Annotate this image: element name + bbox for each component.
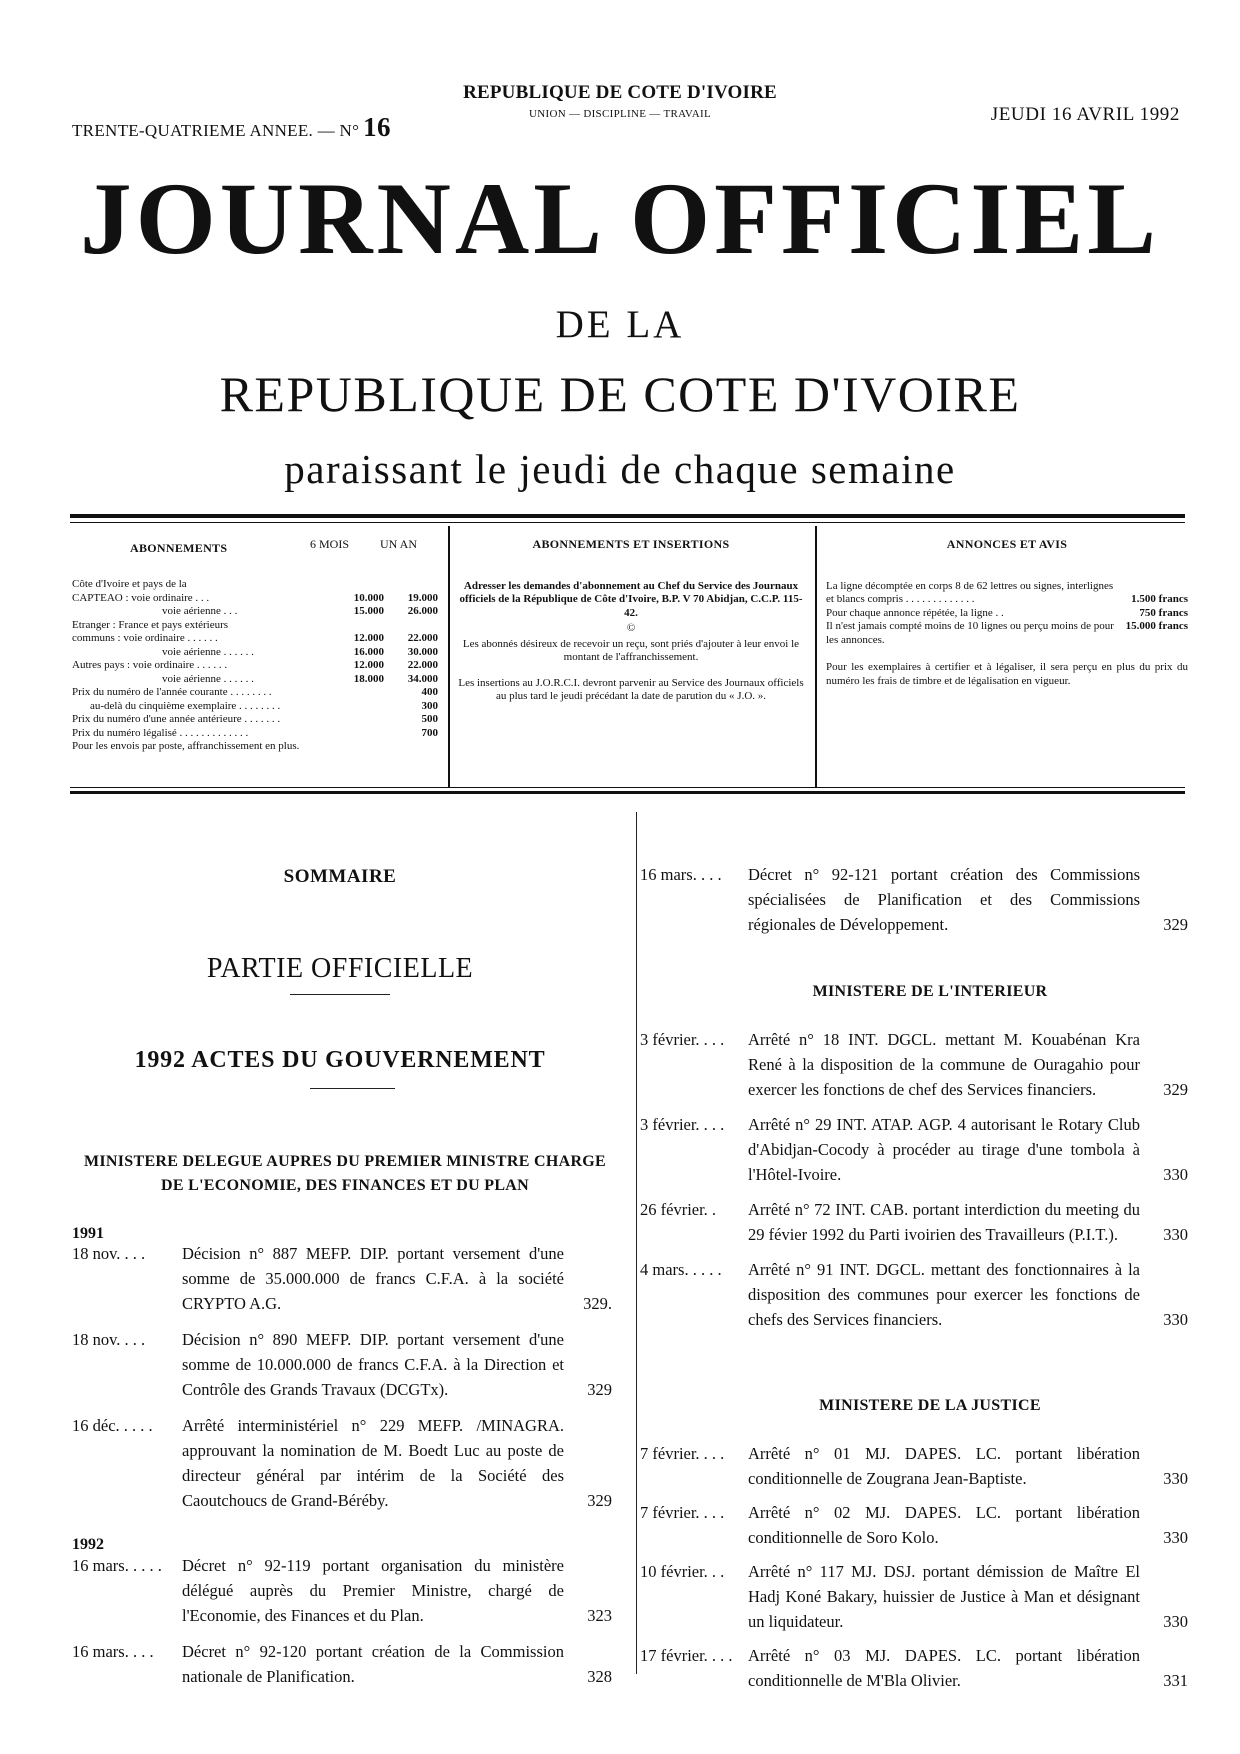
box-top-rule-thick — [70, 514, 1185, 518]
issue-number: 16 — [363, 112, 391, 142]
entry-text: Arrêté n° 117 MJ. DSJ. portant démission de Maître El Hadj Koné Bakary, huissier de Justice à Man et désignant un liquidateur. — [748, 1562, 1140, 1631]
box-bottom-rule-thick — [70, 791, 1185, 794]
header-republic: REPUBLIQUE DE COTE D'IVOIRE — [463, 82, 777, 103]
annonce-line-3: Il n'est jamais compté moins de 10 lignes ou perçu moins de pour les annonces. — [826, 620, 1114, 646]
entry-date: 18 nov. . . . — [72, 1330, 146, 1349]
sommaire-entry — [72, 1553, 612, 1628]
insertions-separator: © — [626, 622, 636, 634]
entry-date: 16 mars. . . . — [640, 865, 722, 884]
entry-text: Décret n° 92-121 portant création des Commissions spécialisées de Planification et des Commissions régionales de Développement. — [748, 865, 1140, 934]
entry-text: Arrêté n° 91 INT. DGCL. mettant des fonctionnaires à la disposition des communes pour exercer les fonctions de chefs des Services financiers. — [748, 1260, 1140, 1329]
insertions-address: Adresser les demandes d'abonnement au Chef du Service des Journaux officiels de la République de Côte d'Ivoire, B.P. V 70 Abidjan, C.C.P. 115-42. — [459, 579, 803, 619]
entry-date: 10 février. . . — [640, 1562, 725, 1581]
sommaire-entry — [640, 1112, 1188, 1187]
col-un-an: UN AN — [380, 537, 418, 551]
price-row — [72, 686, 438, 700]
sommaire-entry — [640, 1643, 1188, 1693]
subscription-label: CAPTEAO : voie ordinaire . . . — [72, 591, 210, 604]
subscription-un-an: 26.000 — [407, 605, 438, 617]
annonce-line-2: Pour chaque annonce répétée, la ligne . . — [826, 606, 1004, 619]
subscription-label: Autres pays : voie ordinaire . . . . . . — [72, 659, 228, 671]
sommaire-entry — [72, 1327, 612, 1402]
entry-page: 329 — [587, 1491, 612, 1510]
subscription-un-an — [384, 619, 438, 633]
subscription-6mois: 18.000 — [353, 672, 384, 685]
box-divider-right — [815, 526, 817, 788]
price-value: 300 — [421, 699, 438, 712]
ministry-economy-heading: MINISTERE DELEGUE AUPRES DU PREMIER MINISTRE CHARGE DE L'ECONOMIE, DES FINANCES ET DU PLAN — [83, 1153, 607, 1194]
ministry-justice-heading: MINISTERE DE LA JUSTICE — [819, 1397, 1041, 1414]
entry-page: 330 — [1163, 1165, 1188, 1184]
subscription-row — [72, 619, 438, 633]
entry-date: 26 février. . — [640, 1200, 717, 1219]
sommaire-entry — [640, 1197, 1188, 1247]
subscription-un-an: 30.000 — [407, 645, 438, 658]
entry-date: 17 février. . . . — [640, 1646, 733, 1665]
entry-page: 329 — [1163, 1080, 1188, 1099]
partie-officielle: PARTIE OFFICIELLE — [206, 953, 474, 984]
entry-date: 7 février. . . . — [640, 1444, 725, 1463]
price-value: 400 — [421, 686, 438, 698]
price-row — [72, 700, 438, 714]
entry-text: Arrêté n° 03 MJ. DAPES. LC. portant libération conditionnelle de M'Bla Olivier. — [748, 1646, 1140, 1690]
subscription-6mois: 12.000 — [353, 632, 384, 644]
subscription-row — [72, 632, 438, 646]
entry-page: 330 — [1163, 1528, 1188, 1547]
entry-page: 330 — [1163, 1310, 1188, 1329]
price-label: Prix du numéro d'une année antérieure . . . . . . . — [72, 713, 281, 725]
journal-title: JOURNAL OFFICIEL — [80, 162, 1160, 276]
sommaire-column-divider — [636, 812, 637, 1674]
box-divider-left — [448, 526, 450, 788]
subscription-6mois: 16.000 — [353, 645, 384, 658]
entry-text: Arrêté n° 29 INT. ATAP. AGP. 4 autorisant le Rotary Club d'Abidjan-Cocody à procéder au tirage d'une tombola à l'Hôtel-Ivoire. — [748, 1115, 1140, 1184]
header-motto: UNION — DISCIPLINE — TRAVAIL — [529, 108, 711, 120]
insertions-panel — [458, 538, 804, 704]
subscriptions-heading: ABONNEMENTS — [130, 541, 228, 555]
header-year-label — [72, 112, 391, 143]
year-1991: 1991 — [72, 1225, 104, 1242]
entry-date: 16 mars. . . . — [72, 1642, 154, 1661]
entry-date: 7 février. . . . — [640, 1503, 725, 1522]
price-label: Prix du numéro de l'année courante . . . . . . . . — [72, 686, 272, 698]
entry-date: 16 mars. . . . . — [72, 1556, 162, 1575]
col-6mois: 6 MOIS — [310, 537, 350, 551]
subscriptions-prices — [72, 686, 438, 740]
sommaire-entry — [640, 1441, 1188, 1491]
subscription-label: voie aérienne . . . . . . — [162, 672, 254, 685]
price-row — [72, 713, 438, 727]
price-row — [72, 727, 438, 741]
sommaire-entry — [72, 1241, 612, 1316]
masthead-de-la: DE LA — [555, 303, 685, 346]
subscription-un-an — [384, 578, 438, 592]
masthead-country: REPUBLIQUE DE COTE D'IVOIRE — [219, 366, 1021, 422]
price-value: 700 — [421, 726, 438, 739]
actes-heading: 1992 ACTES DU GOUVERNEMENT — [134, 1047, 546, 1073]
entry-date: 4 mars. . . . . — [640, 1260, 722, 1279]
subscription-un-an: 19.000 — [407, 591, 438, 604]
subscription-6mois — [330, 578, 384, 592]
entry-page: 330 — [1163, 1225, 1188, 1244]
partie-rule — [290, 994, 390, 995]
sommaire-entry — [72, 1639, 612, 1689]
subscription-6mois: 10.000 — [353, 591, 384, 604]
sommaire-title: SOMMAIRE — [283, 866, 397, 887]
subscription-row — [72, 673, 438, 687]
header-date: JEUDI 16 AVRIL 1992 — [990, 104, 1180, 125]
entry-page: 328 — [587, 1667, 612, 1686]
entry-text: Décision n° 887 MEFP. DIP. portant versement d'une somme de 35.000.000 de francs C.F.A. à la société CRYPTO A.G. — [182, 1244, 564, 1313]
price-label: Prix du numéro légalisé . . . . . . . . . . . . . — [72, 726, 249, 739]
annonces-heading: ANNONCES ET AVIS — [946, 537, 1068, 551]
subscription-row — [72, 592, 438, 606]
sommaire-entry — [640, 862, 1188, 937]
actes-rule — [310, 1088, 395, 1089]
price-label: au-delà du cinquième exemplaire . . . . . . . . — [90, 699, 281, 712]
entry-text: Arrêté n° 01 MJ. DAPES. LC. portant libération conditionnelle de Zougrana Jean-Baptiste. — [748, 1444, 1140, 1488]
subscription-6mois: 12.000 — [353, 659, 384, 671]
entry-text: Arrêté n° 02 MJ. DAPES. LC. portant libération conditionnelle de Soro Kolo. — [748, 1503, 1140, 1547]
entry-text: Arrêté interministériel n° 229 MEFP. /MINAGRA. approuvant la nomination de M. Boedt Luc au poste de directeur général par intérim de la Société des Caoutchoucs de Grand-Béréby. — [182, 1416, 564, 1510]
year-label-text: TRENTE-QUATRIEME ANNEE. — N° — [72, 121, 360, 140]
subscription-label: communs : voie ordinaire . . . . . . — [72, 632, 218, 644]
subscription-6mois: 15.000 — [353, 605, 384, 617]
box-top-rule-thin — [70, 522, 1185, 523]
subscription-un-an: 22.000 — [407, 659, 438, 671]
year-1992: 1992 — [72, 1536, 104, 1553]
ministry-interior-heading: MINISTERE DE L'INTERIEUR — [812, 983, 1048, 1000]
entry-date: 3 février. . . . — [640, 1030, 725, 1049]
insertions-receipt: Les abonnés désireux de recevoir un reçu, sont priés d'ajouter à leur envoi le montant de l'affranchissement. — [462, 637, 800, 663]
sommaire-entry — [640, 1500, 1188, 1550]
subscription-label: Côte d'Ivoire et pays de la — [72, 578, 187, 590]
subscriptions-panel — [72, 538, 438, 754]
entry-text: Décret n° 92-120 portant création de la Commission nationale de Planification. — [182, 1642, 564, 1686]
subscription-label: voie aérienne . . . — [162, 605, 238, 617]
entry-text: Décret n° 92-119 portant organisation du ministère délégué auprès du Premier Ministre, chargé de l'Economie, des Finances et du Plan. — [182, 1556, 564, 1625]
annonces-panel — [826, 538, 1188, 688]
annonce-price-2: 750 francs — [1139, 606, 1188, 619]
subscription-row — [72, 605, 438, 619]
subscription-row — [72, 578, 438, 592]
subscription-6mois — [330, 619, 384, 633]
entry-page: 329. — [583, 1294, 612, 1313]
subscription-un-an: 22.000 — [407, 632, 438, 644]
entry-text: Arrêté n° 18 INT. DGCL. mettant M. Kouabénan Kra René à la disposition de la commune de Ouragahio pour exercer les fonctions de chef des Services financiers. — [748, 1030, 1140, 1099]
masthead-frequency: paraissant le jeudi de chaque semaine — [284, 446, 956, 492]
entry-page: 331 — [1163, 1671, 1188, 1690]
entry-text: Décision n° 890 MEFP. DIP. portant versement d'une somme de 10.000.000 de francs C.F.A. à la Direction et Contrôle des Grands Travaux (DCGTx). — [182, 1330, 564, 1399]
entry-page: 329 — [587, 1380, 612, 1399]
sommaire-entry — [72, 1413, 612, 1513]
entry-text: Arrêté n° 72 INT. CAB. portant interdiction du meeting du 29 févier 1992 du Parti ivoirien des Travailleurs (P.I.T.). — [748, 1200, 1140, 1244]
entry-page: 323 — [587, 1606, 612, 1625]
subscription-label: voie aérienne . . . . . . — [162, 645, 254, 658]
entry-page: 330 — [1163, 1612, 1188, 1631]
postal-note: Pour les envois par poste, affranchissement en plus. — [72, 740, 300, 752]
subscriptions-rows — [72, 578, 438, 686]
sommaire-entry — [640, 1257, 1188, 1332]
annonce-price-3: 15.000 francs — [1125, 620, 1188, 632]
annonce-line-1: La ligne décomptée en corps 8 de 62 lettres ou signes, interlignes et blancs compris . . . . . . . . . . . . . — [826, 579, 1114, 605]
subscription-label: Etranger : France et pays extérieurs — [72, 618, 229, 631]
sommaire-entry — [640, 1559, 1188, 1634]
subscription-row — [72, 646, 438, 660]
subscription-un-an: 34.000 — [407, 672, 438, 685]
price-value: 500 — [421, 713, 438, 725]
entry-page: 330 — [1163, 1469, 1188, 1488]
entry-date: 3 février. . . . — [640, 1115, 725, 1134]
annonces-note: Pour les exemplaires à certifier et à légaliser, il sera perçu en plus du prix du numéro les frais de timbre et de légalisation en vigueur. — [826, 661, 1188, 687]
annonce-price-1: 1.500 francs — [1131, 593, 1188, 605]
insertions-deadline: Les insertions au J.O.R.C.I. devront parvenir au Service des Journaux officiels au plus tard le jeudi précédant la date de parution du « J.O. ». — [458, 676, 804, 702]
entry-date: 16 déc. . . . . — [72, 1416, 153, 1435]
entry-date: 18 nov. . . . — [72, 1244, 146, 1263]
box-bottom-rule-thin — [70, 787, 1185, 788]
sommaire-entry — [640, 1027, 1188, 1102]
insertions-heading: ABONNEMENTS ET INSERTIONS — [532, 537, 730, 551]
entry-page: 329 — [1163, 915, 1188, 934]
subscription-row — [72, 659, 438, 673]
